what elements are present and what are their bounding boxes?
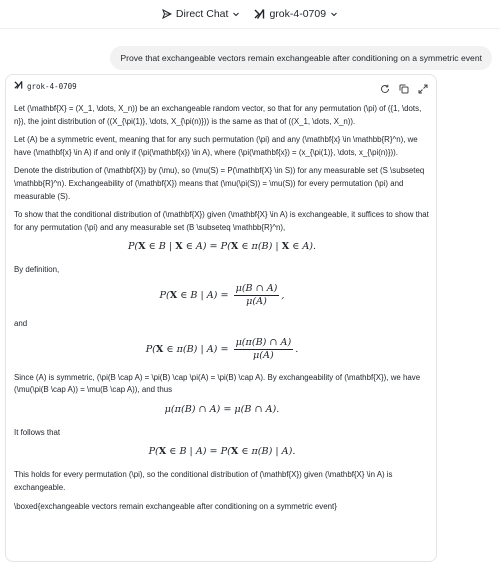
top-bar [0,0,500,28]
model-tag [14,81,77,91]
header-divider [0,28,500,29]
response-paragraph: By definition, [14,265,60,275]
assistant-response-card [5,74,437,562]
user-message: Prove that exchangeable vectors remain exchangeable after conditioning on a symmetric event [110,46,492,70]
response-body [14,103,430,519]
send-icon [162,9,172,19]
display-equation: P(X ∈ B | A) = P(X ∈ π(B) | A). [148,446,296,458]
display-equation: P(X ∈ π(B) | A) = $\frac{\mu(\pi(B) \cap A)}{\mu(A)}$ . [145,336,299,361]
copy-icon[interactable] [399,81,409,91]
response-paragraph: Let (\mathbf{X} = (X_1, \dots, X_n)) be an exchangeable random vector, so that for any permutation (\pi) of ({1, \dots, n}), the joint distribution of ((X_{\pi(1)}, \dots, X_{\pi(n)})) is the same as that of ((X_1, \dots, X_n)). [14,104,422,126]
response-paragraph: and [14,318,28,328]
model-tag-label: grok-4-0709 [27,81,77,91]
chevron-down-icon [330,10,338,18]
display-equation: μ(π(B) ∩ A) = μ(B ∩ A). [164,403,280,415]
response-header [6,75,436,97]
response-actions [380,81,428,91]
response-paragraph: It follows that [14,427,61,437]
direct-chat-label: Direct Chat [175,8,229,20]
chevron-down-icon [232,10,240,18]
response-paragraph: Since (A) is symmetric, (\pi(B \cap A) = \pi(B) \cap \pi(A) = \pi(B) \cap A). By exchangeability of (\mathbf{X}), we have (\mu(\pi(B \cap A)) = \mu(B \cap A)), and thus [14,372,421,395]
expand-icon[interactable] [418,81,428,91]
model-dropdown[interactable] [254,8,338,20]
display-equation: P(X ∈ B | X ∈ A) = P(X ∈ π(B) | X ∈ A). [127,241,317,253]
response-paragraph: Denote the distribution of (\mathbf{X}) by (\mu), so (\mu(S) = P(\mathbf{X} \in S)) for any measurable set (S \subseteq \mathbb{R}^n). Exchangeability of (\mathbf{X}) means that (\mu(\pi(S)) = \mu(S)) for every permutation (\pi) and measurable (S). [14,166,425,201]
direct-chat-dropdown[interactable] [162,8,241,20]
regenerate-icon[interactable] [380,81,390,91]
response-paragraph: Let (A) be a symmetric event, meaning that for any such permutation (\pi) and any (\mathbf{x} \in \mathbb{R}^n), we have (\mathbf{x} \in A) if and only if (\pi(\mathbf{x}) \in A), where (\pi(\mathbf{x}) = (x_{\pi(1)}, \dots, x_{\pi(n)})). [14,135,418,157]
grok-logo-icon [14,81,23,91]
response-paragraph: \boxed{exchangeable vectors remain exchangeable after conditioning on a symmetric event} [14,501,337,511]
grok-logo-icon [254,9,265,19]
response-paragraph: To show that the conditional distribution of (\mathbf{X}) given (\mathbf{X} \in A) is exchangeable, it suffices to show that for any permutation (\pi) and any measurable set (B \subseteq \mathbb{R}^n), [14,210,429,232]
response-paragraph: This holds for every permutation (\pi), so the conditional distribution of (\mathbf{X}) given (\mathbf{X} \in A) is exchangeable. [14,470,393,492]
display-equation: P(X ∈ B | A) = $\frac{\mu(B \cap A)}{\mu(A)}$ , [159,282,285,307]
model-label: grok-4-0709 [269,8,327,20]
